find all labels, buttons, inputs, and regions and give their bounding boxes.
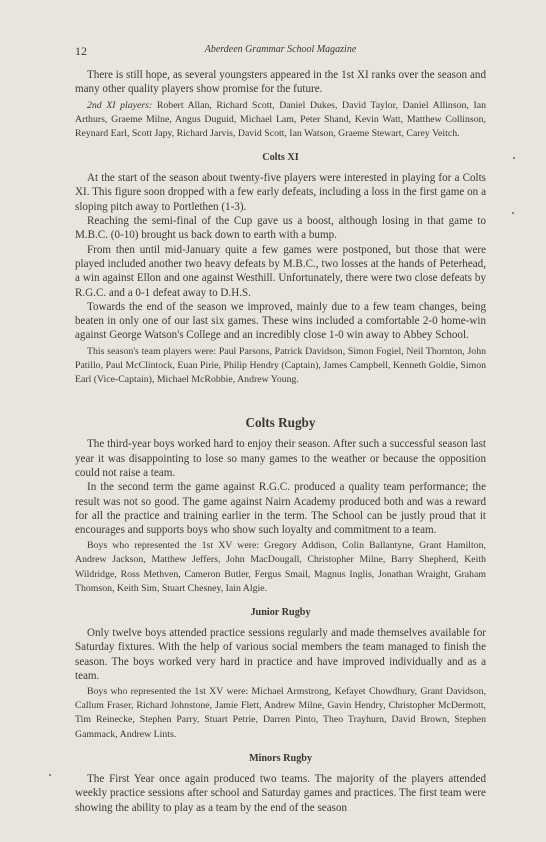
roster-2nd-xi [75,99,486,141]
heading-minors-rugby: Minors Rugby [248,752,313,764]
article-body [75,68,486,815]
paragraph: From then until mid-January quite a few games were postponed, but those that were played included another two heavy defeats by M.B.C., two losses at the hands of Peterhead, a win against Ellon and one against Westhill. Unfortunately, there were two close defeats by R.G.C. and a 0-1 defeat away to D.H.S. [75,243,486,299]
heading-colts-xi: Colts XI [262,151,299,163]
paragraph: At the start of the season about twenty-five players were interested in playing for a Colts XI. This figure soon dropped with a few early defeats, including a loss in the first game on a sloping pitch away to Portlethen (1-3). [75,172,486,213]
page-header [75,44,486,60]
paragraph: The third-year boys worked hard to enjoy their season. After such a successful season last year it was disappointing to lose so many games to the weather or because the opposition could not raise a team. [75,438,486,479]
heading-colts-rugby: Colts Rugby [245,415,316,431]
paragraph: The First Year once again produced two teams. The majority of the players attended weekly practice sessions after school and Saturday games and practices. The first team were showing the ability to play as a team by the end of the season [75,772,486,814]
roster-label: 2nd XI players: [87,99,153,111]
paragraph: In the second term the game against R.G.C. produced a quality team performance; the result was not so good. The game against Nairn Academy produced both and was a reward for all the practice and training earlier in the term. The School can be justly proud that it encourages and supports boys who show such loyalty and commitment to a team. [75,481,486,537]
roster-colts-xi: This season's team players were: Paul Parsons, Patrick Davidson, Simon Fogiel, Neil Thornton, John Patillo, Paul McClintock, Euan Pirie, Philip Hendry (Captain), James Campbell, Kenneth Goldie, Simon Earl (Vice-Captain), Michael McRobbie, Andrew Young. [75,345,486,385]
paragraph: Reaching the semi-final of the Cup gave us a boost, although losing in that game to M.B.C. (0-10) brought us back down to earth with a bump. [75,215,486,242]
paragraph: There is still hope, as several youngsters appeared in the 1st XI ranks over the season and many other quality players show promise for the future. [75,69,486,96]
paragraph: Towards the end of the season we improved, mainly due to a few team changes, being beaten in only one of our last six games. These wins included a comfortable 2-0 home-win against George Watson's College and an incredibly close 1-0 win away to Abbey School. [75,300,486,342]
page-number: 12 [75,44,87,58]
paper-speck [49,774,51,776]
running-title: Aberdeen Grammar School Magazine [204,44,357,55]
roster-colts-rugby: Boys who represented the 1st XV were: Gregory Addison, Colin Ballantyne, Grant Hamilton, Andrew Jackson, Matthew Jeffers, John MacDougall, Christopher Milne, Barry Shepherd, Keith Wildridge, Ross Methven, Cameron Butler, Fergus Smail, Magnus Inglis, Jonathan Wraight, Graham Thomson, Keith Sim, Stuart Chesney, Iain Algie. [75,540,486,594]
heading-junior-rugby: Junior Rugby [250,606,311,618]
paper-speck [512,212,514,214]
paragraph: Only twelve boys attended practice sessions regularly and made themselves available for Saturday fixtures. With the help of various social members the team managed to finish the season. The boys worked very hard in practice and have improved individually and as a team. [75,627,486,682]
paper-speck [513,157,515,159]
roster-names: Robert Allan, Richard Scott, Daniel Dukes, David Taylor, Daniel Allinson, Ian Arthurs, Graeme Milne, Angus Duguid, Michael Lam, Peter Shand, Kevin Watt, Matthew Collinson, Reynard Earl, Scott Japy, Richard Jarvis, David Scott, Ian Watson, Graeme Stewart, Carey Veitch. [75,99,486,139]
roster-junior-rugby: Boys who represented the 1st XV were: Michael Armstrong, Kefayet Chowdhury, Grant Davidson, Callum Fraser, Richard Johnstone, Jamie Flett, Andrew Milne, Gavin Hendry, Christopher McDermott, Tim Reinecke, Stephen Parry, Stuart Petrie, Darren Pinto, Theo Trayhurn, David Brown, Stephen Gammack, Andrew Lints. [75,686,486,740]
